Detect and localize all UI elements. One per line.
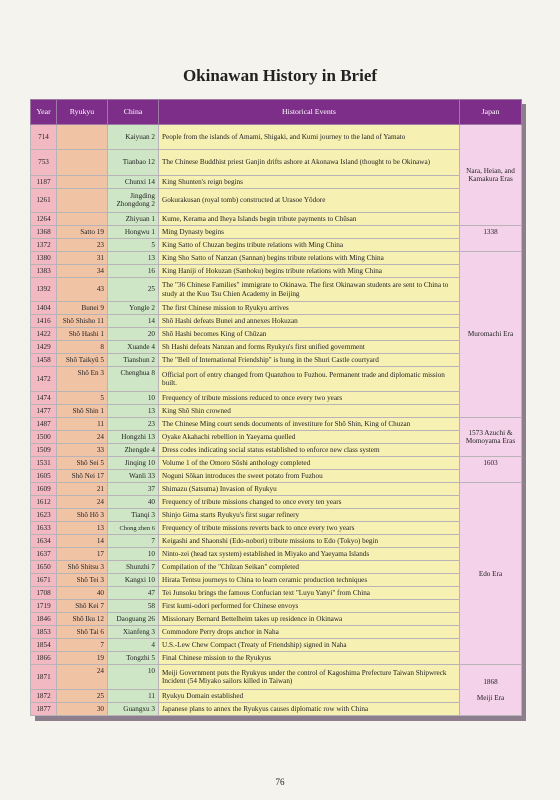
- cell-year: 1877: [31, 702, 57, 715]
- cell-event: King Shō Shin crowned: [159, 405, 460, 418]
- cell-event: Frequency of tribute missions reverts back to once every two years: [159, 522, 460, 535]
- cell-event: Frequency of tribute missions changed to once every ten years: [159, 496, 460, 509]
- cell-ryukyu: 24: [57, 664, 108, 689]
- cell-ryukyu: 8: [57, 341, 108, 354]
- cell-ryukyu: [57, 149, 108, 175]
- cell-ryukyu: 31: [57, 251, 108, 264]
- cell-year: 1372: [31, 238, 57, 251]
- cell-event: Shinjo Gima starts Ryukyu's first sugar refinery: [159, 509, 460, 522]
- cell-china: 13: [108, 251, 159, 264]
- cell-event: King Satto of Chuzan begins tribute relations with Ming China: [159, 238, 460, 251]
- table-row: [31, 522, 522, 535]
- cell-year: 1633: [31, 522, 57, 535]
- header-row: [31, 100, 522, 125]
- page-number: 76: [275, 777, 285, 787]
- japan-era-label: Edo Era: [478, 569, 503, 578]
- cell-event: King Shunten's reign begins: [159, 175, 460, 188]
- japan-era-year-1868: 1868: [483, 677, 498, 686]
- table-row: [31, 664, 522, 689]
- cell-year: 714: [31, 125, 57, 150]
- cell-event: Tei Junsoku brings the famous Confucian text "Luyu Yanyi" from China: [159, 587, 460, 600]
- cell-china: Chong zhen 6: [108, 522, 159, 535]
- cell-year: 1368: [31, 225, 57, 238]
- cell-china: Tongzhi 5: [108, 651, 159, 664]
- table-row: [31, 574, 522, 587]
- cell-event: First kumi-odori performed for Chinese envoys: [159, 600, 460, 613]
- cell-china: Daoguang 26: [108, 613, 159, 626]
- cell-event: Hirata Tentsu journeys to China to learn ceramic production techniques: [159, 574, 460, 587]
- cell-year: 1853: [31, 626, 57, 639]
- cell-china: Guangxu 3: [108, 702, 159, 715]
- cell-event: Official port of entry changed from Quanzhou to Fuzhou. Permanent trade and diplomatic mission built.: [159, 367, 460, 392]
- cell-year: 1416: [31, 315, 57, 328]
- cell-year: 1866: [31, 651, 57, 664]
- cell-year: 1509: [31, 444, 57, 457]
- cell-china: Chenghua 8: [108, 367, 159, 392]
- cell-year: 1854: [31, 638, 57, 651]
- table-row: [31, 587, 522, 600]
- cell-ryukyu: Shō Tai 6: [57, 626, 108, 639]
- header-china: China: [108, 100, 159, 125]
- cell-year: 1500: [31, 431, 57, 444]
- table-row: [31, 405, 522, 418]
- cell-ryukyu: 11: [57, 418, 108, 431]
- cell-ryukyu: 5: [57, 392, 108, 405]
- cell-ryukyu: 21: [57, 483, 108, 496]
- cell-ryukyu: [57, 188, 108, 212]
- cell-china: Xuande 4: [108, 341, 159, 354]
- table-row: [31, 431, 522, 444]
- cell-china: Kangxi 10: [108, 574, 159, 587]
- cell-ryukyu: Shō Hashi 1: [57, 328, 108, 341]
- cell-event: Japanese plans to annex the Ryukyus causes diplomatic row with China: [159, 702, 460, 715]
- cell-ryukyu: Bunei 9: [57, 302, 108, 315]
- cell-ryukyu: 24: [57, 431, 108, 444]
- cell-event: Gokurakusan (royal tomb) constructed at Urasoe Yōdore: [159, 188, 460, 212]
- cell-year: 1634: [31, 535, 57, 548]
- japan-era-label: Meiji Era: [476, 693, 505, 702]
- cell-china: 13: [108, 405, 159, 418]
- cell-year: 1719: [31, 600, 57, 613]
- cell-year: 1264: [31, 212, 57, 225]
- cell-china: Zhengde 4: [108, 444, 159, 457]
- table-row: [31, 251, 522, 264]
- japan-era-1338: [460, 225, 522, 251]
- cell-china: Tianbao 12: [108, 149, 159, 175]
- cell-china: 25: [108, 277, 159, 302]
- table-row: [31, 600, 522, 613]
- table-row: [31, 626, 522, 639]
- cell-china: 7: [108, 535, 159, 548]
- table-row: [31, 651, 522, 664]
- cell-ryukyu: Shō Taikyū 5: [57, 354, 108, 367]
- cell-event: Frequency of tribute missions reduced to once every two years: [159, 392, 460, 405]
- cell-event: Ninto-zei (head tax system) established in Miyako and Yaeyama Islands: [159, 548, 460, 561]
- cell-ryukyu: Shō Hō 3: [57, 509, 108, 522]
- cell-year: 1422: [31, 328, 57, 341]
- japan-era-azuchi-momoyama: [460, 418, 522, 457]
- cell-china: 40: [108, 496, 159, 509]
- table-row: [31, 483, 522, 496]
- cell-event: Ryukyu Domain established: [159, 689, 460, 702]
- table-row: [31, 509, 522, 522]
- table-row: [31, 457, 522, 470]
- cell-year: 1671: [31, 574, 57, 587]
- cell-ryukyu: Shō Sei 5: [57, 457, 108, 470]
- cell-china: Jingding Zhongdong 2: [108, 188, 159, 212]
- cell-china: Jinqing 10: [108, 457, 159, 470]
- header-japan: Japan: [460, 100, 522, 125]
- cell-event: Missionary Bernard Bettelheim takes up residence in Okinawa: [159, 613, 460, 626]
- table-row: [31, 496, 522, 509]
- table-row: [31, 315, 522, 328]
- table-row: [31, 302, 522, 315]
- cell-china: 10: [108, 548, 159, 561]
- cell-ryukyu: Shō Kei 7: [57, 600, 108, 613]
- cell-year: 1609: [31, 483, 57, 496]
- cell-china: 5: [108, 238, 159, 251]
- cell-event: King Sho Satto of Nanzan (Sannan) begins tribute relations with Ming China: [159, 251, 460, 264]
- cell-china: 4: [108, 638, 159, 651]
- cell-event: King Haniji of Hokuzan (Sanhoku) begins tribute relations with Ming China: [159, 264, 460, 277]
- table-row: [31, 638, 522, 651]
- table-row: [31, 175, 522, 188]
- cell-ryukyu: 33: [57, 444, 108, 457]
- table-row: [31, 444, 522, 457]
- cell-ryukyu: [57, 125, 108, 150]
- japan-era-label: 1573 Azuchi & Momoyama Eras: [465, 429, 516, 446]
- table-row: [31, 125, 522, 150]
- cell-event: Commodore Perry drops anchor in Naha: [159, 626, 460, 639]
- japan-era-nara-heian-kamakura: [460, 125, 522, 226]
- cell-ryukyu: 17: [57, 548, 108, 561]
- cell-ryukyu: Shō Shin 1: [57, 405, 108, 418]
- cell-ryukyu: Shō Tei 3: [57, 574, 108, 587]
- cell-event: Shō Hashi defeats Bunei and annexes Hokuzan: [159, 315, 460, 328]
- cell-china: 10: [108, 392, 159, 405]
- cell-event: The "Bell of International Friendship" is hung in the Shuri Castle courtyard: [159, 354, 460, 367]
- cell-ryukyu: 40: [57, 587, 108, 600]
- cell-ryukyu: 7: [57, 638, 108, 651]
- cell-year: 1477: [31, 405, 57, 418]
- cell-ryukyu: 30: [57, 702, 108, 715]
- cell-ryukyu: 13: [57, 522, 108, 535]
- cell-event: Meiji Government puts the Ryukyus under the control of Kagoshima Prefecture Taiwan Shipwreck Incident (54 Miyako sailors killed in Taiwan): [159, 664, 460, 689]
- cell-event: Kume, Kerama and Iheya Islands begin tribute payments to Chūsan: [159, 212, 460, 225]
- cell-year: 1872: [31, 689, 57, 702]
- cell-event: Keigashi and Shaonshi (Edo-nobori) tribute missions to Edo (Tokyo) begin: [159, 535, 460, 548]
- cell-event: The Chinese Buddhist priest Ganjin drifts ashore at Akonawa Island (thought to be Okinawa): [159, 149, 460, 175]
- table-row: [31, 535, 522, 548]
- cell-event: Final Chinese mission to the Ryukyus: [159, 651, 460, 664]
- table-row: [31, 392, 522, 405]
- cell-china: 47: [108, 587, 159, 600]
- table-row: [31, 188, 522, 212]
- table-row: [31, 238, 522, 251]
- cell-china: 16: [108, 264, 159, 277]
- cell-year: 1380: [31, 251, 57, 264]
- cell-china: Tianqi 3: [108, 509, 159, 522]
- cell-event: Volume 1 of the Omoro Sōshi anthology completed: [159, 457, 460, 470]
- history-table-container: [30, 99, 521, 716]
- cell-year: 1623: [31, 509, 57, 522]
- cell-year: 1487: [31, 418, 57, 431]
- cell-china: Shunzhi 7: [108, 561, 159, 574]
- table-row: [31, 328, 522, 341]
- cell-china: 14: [108, 315, 159, 328]
- cell-year: 1650: [31, 561, 57, 574]
- japan-era-label: Nara, Heian, and Kamakura Eras: [466, 166, 515, 183]
- cell-ryukyu: 25: [57, 689, 108, 702]
- japan-era-edo: [460, 483, 522, 665]
- table-row: [31, 702, 522, 715]
- table-row: [31, 548, 522, 561]
- cell-ryukyu: Shō Shisho 11: [57, 315, 108, 328]
- cell-year: 1846: [31, 613, 57, 626]
- table-row: [31, 354, 522, 367]
- cell-year: 753: [31, 149, 57, 175]
- cell-year: 1605: [31, 470, 57, 483]
- table-row: [31, 367, 522, 392]
- cell-event: The first Chinese mission to Ryukyu arrives: [159, 302, 460, 315]
- cell-ryukyu: 19: [57, 651, 108, 664]
- table-row: [31, 149, 522, 175]
- cell-event: People from the islands of Amami, Shigaki, and Kumi journey to the land of Yamato: [159, 125, 460, 150]
- cell-year: 1708: [31, 587, 57, 600]
- japan-era-meiji: [460, 664, 522, 715]
- cell-ryukyu: 24: [57, 496, 108, 509]
- table-row: [31, 225, 522, 238]
- cell-event: Oyake Akahachi rebellion in Yaeyama quelled: [159, 431, 460, 444]
- cell-china: 37: [108, 483, 159, 496]
- header-year: Year: [31, 100, 57, 125]
- japan-era-label: Muromachi Era: [467, 330, 514, 339]
- cell-event: Shimazu (Satsuma) Invasion of Ryukyu: [159, 483, 460, 496]
- cell-event: The "36 Chinese Families" immigrate to Okinawa. The first Okinawan students are sent to China to study at the Kuo Tsu Chien Academy in Beijing: [159, 277, 460, 302]
- cell-ryukyu: Shō Shitsu 3: [57, 561, 108, 574]
- cell-event: Sh Hashi defeats Nanzan and forms Ryukyu's first unified government: [159, 341, 460, 354]
- table-row: [31, 470, 522, 483]
- cell-year: 1474: [31, 392, 57, 405]
- cell-ryukyu: Shō Nei 17: [57, 470, 108, 483]
- table-row: [31, 264, 522, 277]
- cell-ryukyu: [57, 175, 108, 188]
- cell-china: Yongle 2: [108, 302, 159, 315]
- cell-year: 1458: [31, 354, 57, 367]
- cell-ryukyu: 34: [57, 264, 108, 277]
- page-title: Okinawan History in Brief: [182, 66, 378, 85]
- cell-year: 1531: [31, 457, 57, 470]
- cell-ryukyu: 14: [57, 535, 108, 548]
- header-ryukyu: Ryukyu: [57, 100, 108, 125]
- cell-year: 1392: [31, 277, 57, 302]
- cell-china: Hongzhi 13: [108, 431, 159, 444]
- cell-china: 20: [108, 328, 159, 341]
- history-table: [30, 99, 522, 716]
- cell-year: 1261: [31, 188, 57, 212]
- cell-china: 23: [108, 418, 159, 431]
- cell-china: 58: [108, 600, 159, 613]
- cell-year: 1472: [31, 367, 57, 392]
- cell-ryukyu: Shō En 3: [57, 367, 108, 392]
- table-row: [31, 341, 522, 354]
- table-row: [31, 277, 522, 302]
- cell-year: 1637: [31, 548, 57, 561]
- cell-ryukyu: 23: [57, 238, 108, 251]
- japan-era-label: 1603: [483, 459, 498, 468]
- cell-event: The Chinese Ming court sends documents of investiture for Shō Shin, King of Chuzan: [159, 418, 460, 431]
- cell-year: 1612: [31, 496, 57, 509]
- table-row: [31, 613, 522, 626]
- cell-ryukyu: 43: [57, 277, 108, 302]
- cell-event: Noguni Sōkan introduces the sweet potato from Fuzhou: [159, 470, 460, 483]
- table-row: [31, 418, 522, 431]
- cell-china: Tianshun 2: [108, 354, 159, 367]
- table-row: [31, 689, 522, 702]
- cell-china: Hongwu 1: [108, 225, 159, 238]
- table-row: [31, 212, 522, 225]
- header-events: Historical Events: [159, 100, 460, 125]
- cell-china: Wanli 33: [108, 470, 159, 483]
- japan-era-1603: [460, 457, 522, 483]
- cell-event: Shō Hashi becomes King of Chūzan: [159, 328, 460, 341]
- cell-ryukyu: Satto 19: [57, 225, 108, 238]
- cell-year: 1187: [31, 175, 57, 188]
- cell-year: 1429: [31, 341, 57, 354]
- cell-china: Chunxi 14: [108, 175, 159, 188]
- cell-ryukyu: [57, 212, 108, 225]
- cell-china: Zhiyuan 1: [108, 212, 159, 225]
- cell-year: 1871: [31, 664, 57, 689]
- cell-event: U.S.-Lew Chew Compact (Treaty of Friendship) signed in Naha: [159, 638, 460, 651]
- cell-event: Dress codes indicating social status established to enforce new class system: [159, 444, 460, 457]
- cell-china: 11: [108, 689, 159, 702]
- cell-ryukyu: Shō Iku 12: [57, 613, 108, 626]
- cell-year: 1404: [31, 302, 57, 315]
- cell-china: 10: [108, 664, 159, 689]
- japan-era-label: 1338: [483, 227, 498, 236]
- cell-event: Ming Dynasty begins: [159, 225, 460, 238]
- cell-year: 1383: [31, 264, 57, 277]
- cell-china: Xianfeng 3: [108, 626, 159, 639]
- table-row: [31, 561, 522, 574]
- cell-event: Compilation of the "Chūzan Seikan" completed: [159, 561, 460, 574]
- cell-china: Kaiyuan 2: [108, 125, 159, 150]
- japan-era-muromachi: [460, 251, 522, 418]
